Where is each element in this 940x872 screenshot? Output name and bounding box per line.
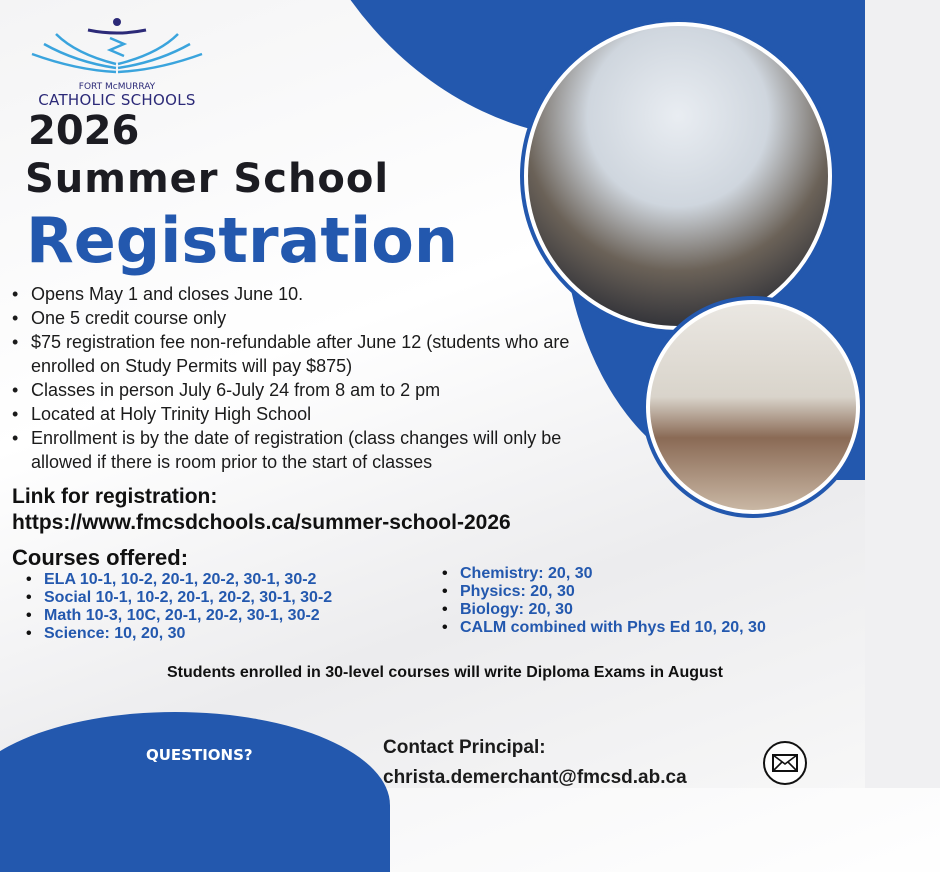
questions-label: QUESTIONS? — [146, 746, 253, 764]
logo-line-2: CATHOLIC SCHOOLS — [38, 91, 196, 109]
course-item: • Math 10-3, 10C, 20-1, 20-2, 30-1, 30-2 — [24, 607, 332, 625]
diploma-note: Students enrolled in 30-level courses will write Diploma Exams in August — [167, 664, 723, 681]
classroom-photo — [642, 296, 864, 518]
details-list — [12, 282, 622, 474]
contact-label: Contact Principal: — [383, 737, 546, 758]
courses-list-right — [440, 565, 766, 637]
course-item: • Biology: 20, 30 — [440, 601, 766, 619]
title-registration: Registration — [26, 204, 459, 277]
detail-item: • Opens May 1 and closes June 10. — [12, 282, 622, 306]
detail-item: • One 5 credit course only — [12, 306, 622, 330]
course-item: • Physics: 20, 30 — [440, 583, 766, 601]
courses-list-left — [24, 571, 332, 643]
school-logo — [26, 14, 208, 109]
detail-item: • Enrollment is by the date of registration (class changes will only be allowed if there is room prior to the start of classes — [12, 426, 622, 474]
detail-item: • Classes in person July 6-July 24 from 8 am to 2 pm — [12, 378, 622, 402]
contact-email[interactable]: christa.demerchant@fmcsd.ab.ca — [383, 767, 687, 788]
decorative-blob-bottom — [0, 712, 390, 872]
course-item: • ELA 10-1, 10-2, 20-1, 20-2, 30-1, 30-2 — [24, 571, 332, 589]
logo-line-1: FORT McMURRAY — [78, 82, 156, 92]
contact-block — [383, 733, 687, 793]
title-summer-school: Summer School — [25, 156, 390, 202]
course-item: • Science: 10, 20, 30 — [24, 625, 332, 643]
course-item: • Social 10-1, 10-2, 20-1, 20-2, 30-1, 30-2 — [24, 589, 332, 607]
course-item: • CALM combined with Phys Ed 10, 20, 30 — [440, 619, 766, 637]
detail-item: • $75 registration fee non-refundable after June 12 (students who are enrolled on Study Permits will pay $875) — [12, 330, 622, 378]
envelope-icon[interactable] — [763, 741, 807, 785]
courses-heading: Courses offered: — [12, 545, 189, 570]
detail-item: • Located at Holy Trinity High School — [12, 402, 622, 426]
registration-link-block — [12, 484, 511, 536]
logo-book-icon — [26, 14, 208, 76]
course-item: • Chemistry: 20, 30 — [440, 565, 766, 583]
title-year: 2026 — [28, 108, 140, 154]
registration-link[interactable]: https://www.fmcsdchools.ca/summer-school-2026 — [12, 511, 511, 534]
registration-link-label: Link for registration: — [12, 485, 218, 508]
